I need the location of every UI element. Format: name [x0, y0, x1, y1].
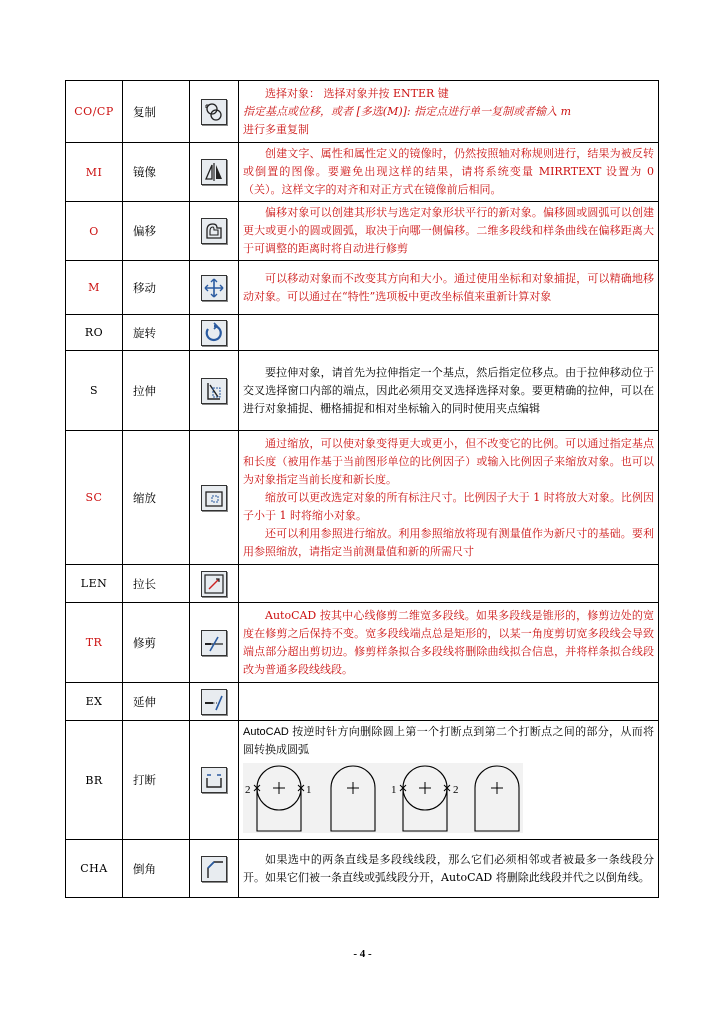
command-name: 延伸	[123, 683, 190, 721]
command-description: 通过缩放，可以使对象变得更大或更小，但不改变它的比例。可以通过指定基点和长度（被用作基于当前图形单位的比例因子）或输入比例因子来缩放对象。也可以为对象指定当前长度和新长度。 缩放可以更改选定对象的所有标注尺寸。比例因子大于 1 时将放大对象。比例因子小于 1 时将缩小对象。 还可以利用参照进行缩放。利用参照缩放将现有测量值作为新尺寸的基础。要利用参照缩放，请指定当前测量值和新的所需尺寸	[239, 431, 659, 565]
break-point-label: 2	[245, 784, 251, 796]
chamfer-icon	[201, 856, 227, 882]
command-description: 如果选中的两条直线是多段线线段，那么它们必须相邻或者被最多一条线段分开。如果它们被一条直线或弧线段分开，AutoCAD 将删除此线段并代之以倒角线。	[239, 840, 659, 898]
command-name: 旋转	[123, 315, 190, 351]
command-name: 缩放	[123, 431, 190, 565]
command-abbr: CO/CP	[66, 81, 123, 143]
table-row	[66, 840, 659, 898]
scale-icon	[201, 485, 227, 511]
command-name: 修剪	[123, 603, 190, 683]
command-description: 可以移动对象而不改变其方向和大小。通过使用坐标和对象捕捉，可以精确地移动对象。可以通过在“特性”选项板中更改坐标值来重新计算对象	[239, 261, 659, 315]
table-row	[66, 81, 659, 143]
command-abbr: EX	[66, 683, 123, 721]
command-description: AutoCAD 按逆时针方向删除圆上第一个打断点到第二个打断点之间的部分，从而将圆转换成圆弧 2 1 1 2	[239, 721, 659, 840]
command-abbr: TR	[66, 603, 123, 683]
command-abbr: CHA	[66, 840, 123, 898]
page-number: - 4 -	[353, 948, 372, 960]
command-abbr: M	[66, 261, 123, 315]
table-row	[66, 603, 659, 683]
command-name: 倒角	[123, 840, 190, 898]
table-row	[66, 683, 659, 721]
command-name: 复制	[123, 81, 190, 143]
command-description	[239, 315, 659, 351]
table-row	[66, 351, 659, 431]
command-description	[239, 565, 659, 603]
command-abbr: MI	[66, 143, 123, 202]
break-point-label: 2	[453, 784, 459, 796]
command-description: AutoCAD 按其中心线修剪二维宽多段线。如果多段线是锥形的，修剪边处的宽度在修剪之后保持不变。宽多段线端点总是矩形的，以某一角度剪切宽多段线会导致端点部分超出剪切边。修剪样条拟合多段线将删除曲线拟合信息，并将样条拟合线段改为普通多段线线段。	[239, 603, 659, 683]
break-icon	[201, 767, 227, 793]
command-abbr: S	[66, 351, 123, 431]
command-table	[65, 80, 659, 898]
break-point-label: 1	[391, 784, 397, 796]
stretch-icon	[201, 378, 227, 404]
offset-icon	[201, 218, 227, 244]
table-row	[66, 721, 659, 840]
command-abbr: RO	[66, 315, 123, 351]
command-name: 偏移	[123, 202, 190, 261]
command-name: 移动	[123, 261, 190, 315]
table-row	[66, 431, 659, 565]
command-name: 拉伸	[123, 351, 190, 431]
table-row	[66, 565, 659, 603]
command-name: 打断	[123, 721, 190, 840]
table-row	[66, 143, 659, 202]
table-row	[66, 202, 659, 261]
command-description: 创建文字、属性和属性定义的镜像时，仍然按照轴对称规则进行，结果为被反转或倒置的图像。要避免出现这样的结果，请将系统变量 MIRRTEXT 设置为 0（关）。这样文字的对齐和对正方式在镜像前后相同。	[239, 143, 659, 202]
command-name: 镜像	[123, 143, 190, 202]
break-example-figure	[243, 763, 523, 833]
command-abbr: SC	[66, 431, 123, 565]
table-row	[66, 261, 659, 315]
command-description	[239, 683, 659, 721]
trim-icon	[201, 630, 227, 656]
command-abbr: BR	[66, 721, 123, 840]
lengthen-icon	[201, 571, 227, 597]
copy-icon	[201, 99, 227, 125]
command-description: 偏移对象可以创建其形状与选定对象形状平行的新对象。偏移圆或圆弧可以创建更大或更小的圆或圆弧，取决于向哪一侧偏移。二维多段线和样条曲线在偏移距离大于可调整的距离时将自动进行修剪	[239, 202, 659, 261]
break-point-label: 1	[306, 784, 312, 796]
table-row	[66, 315, 659, 351]
mirror-icon	[201, 159, 227, 185]
command-description: 选择对象： 选择对象并按 ENTER 键 指定基点或位移，或者 [多选(M)]: 指定点进行单一复制或者输入 m 进行多重复制	[239, 81, 659, 143]
command-name: 拉长	[123, 565, 190, 603]
move-icon	[201, 275, 227, 301]
extend-icon	[201, 689, 227, 715]
command-description: 要拉伸对象，请首先为拉伸指定一个基点，然后指定位移点。由于拉伸移动位于交叉选择窗口内部的端点，因此必须用交叉选择选择对象。要更精确的拉伸，可以在进行对象捕捉、栅格捕捉和相对坐标输入的同时使用夹点编辑	[239, 351, 659, 431]
command-abbr: O	[66, 202, 123, 261]
rotate-icon	[201, 320, 227, 346]
command-abbr: LEN	[66, 565, 123, 603]
